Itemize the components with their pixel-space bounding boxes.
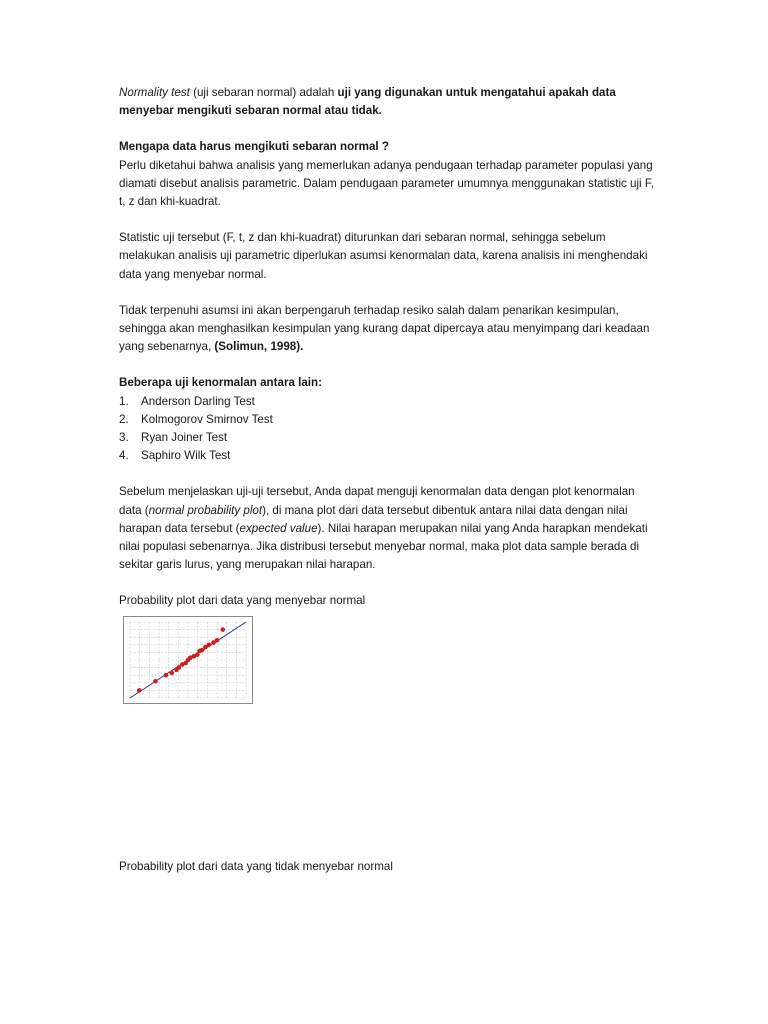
data-point	[176, 665, 181, 670]
data-point	[221, 627, 226, 632]
data-point	[153, 679, 158, 684]
data-point	[207, 643, 212, 648]
plot-para-c: ). Nilai harapan merupakan nilai yang Anda harapkan mendekati nilai populasi sebenarnya. Jika distribusi tersebut menyebar normal, maka plot data sample berada di sekitar garis lurus, yang merupakan nilai harapan.	[119, 521, 648, 572]
data-point	[195, 652, 200, 657]
data-point	[169, 671, 174, 676]
intro-term: Normality test	[119, 86, 190, 99]
citation: (Solimun, 1998).	[214, 340, 304, 354]
probability-plot-figure	[123, 616, 253, 704]
list-item	[119, 411, 659, 429]
probability-plot-chart	[124, 617, 252, 703]
list-item	[119, 393, 659, 411]
plot-para-b: ), di mana plot dari data tersebut dibentuk antara nilai data dengan nilai harapan data tersebut (	[119, 503, 628, 535]
why-heading-text: Mengapa data harus mengikuti sebaran normal ?	[119, 140, 389, 154]
list-label: Ryan Joiner Test	[141, 431, 228, 445]
plot-para-italic-2: expected value	[239, 521, 318, 535]
intro-adalah: adalah	[299, 86, 335, 99]
caption-not-normal: Probability plot dari data yang tidak menyebar normal	[119, 860, 393, 873]
why-paragraph-3-text: Tidak terpenuhi asumsi ini akan berpengaruh terhadap resiko salah dalam penarikan kesimpulan, sehingga akan menghasilkan kesimpulan yang kurang dapat dipercaya atau menyimpang dari keadaan yang sebenarnya,	[119, 303, 650, 354]
list-number: 3.	[119, 431, 129, 445]
why-paragraph-2: Statistic uji tersebut (F, t, z dan khi-kuadrat) diturunkan dari sebaran normal, sehingga sebelum melakukan analisis uji parametric diperlukan asumsi kenormalan data, karena analisis ini menghendaki data yang menyebar normal.	[119, 231, 648, 281]
plot-paragraph	[119, 483, 659, 574]
list-number: 2.	[119, 412, 129, 426]
tests-heading-text: Beberapa uji kenormalan antara lain:	[119, 376, 322, 390]
list-number: 4.	[119, 449, 129, 463]
data-point	[215, 638, 220, 643]
why-paragraph-1: Perlu diketahui bahwa analisis yang memerlukan adanya pendugaan terhadap parameter populasi yang diamati disebut analisis parametric. Dalam pendugaan parameter umumnya menggunakan statistic uji F, t, z dan khi-kuadrat.	[119, 158, 654, 209]
list-label: Saphiro Wilk Test	[141, 449, 231, 463]
why-heading	[119, 138, 659, 156]
caption-normal: Probability plot dari data yang menyebar normal	[119, 594, 366, 608]
intro-paren: (uji sebaran normal)	[193, 86, 297, 99]
list-label: Anderson Darling Test	[141, 394, 255, 408]
plot-para-italic-1: normal probability plot	[148, 503, 263, 517]
data-point	[164, 673, 169, 678]
plot-para-a: Sebelum menjelaskan uji-uji tersebut, Anda dapat menguji kenormalan data dengan plot kenormalan data (	[119, 485, 635, 517]
list-item	[119, 429, 659, 447]
tests-list	[119, 393, 659, 466]
list-item	[119, 447, 659, 465]
list-number: 1.	[119, 394, 129, 408]
data-point	[137, 688, 142, 693]
why-paragraph-3	[119, 302, 659, 357]
intro-paragraph	[119, 84, 659, 120]
tests-heading	[119, 374, 659, 392]
document-body	[119, 84, 659, 611]
data-point	[200, 648, 205, 653]
intro-definition: uji yang digunakan untuk mengatahui apakah data menyebar mengikuti sebaran normal atau tidak.	[119, 86, 616, 118]
list-label: Kolmogorov Smirnov Test	[141, 412, 273, 426]
